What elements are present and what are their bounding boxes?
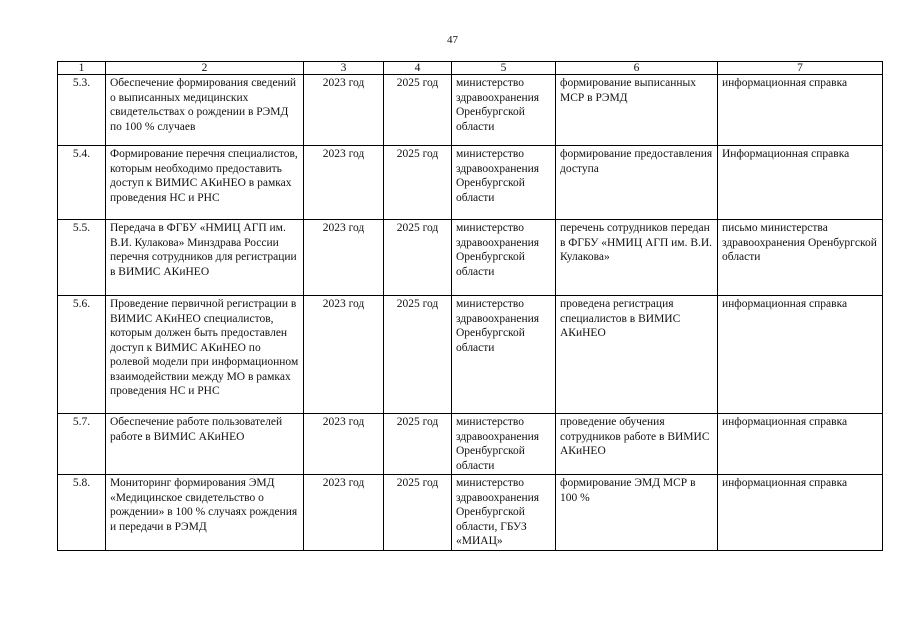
column-header: 1 xyxy=(58,62,106,75)
end-year: 2025 год xyxy=(384,414,452,475)
responsible-executor: министерство здравоохранения Оренбургской области, ГБУЗ «МИАЦ» xyxy=(452,475,556,551)
end-year: 2025 год xyxy=(384,475,452,551)
expected-result: проведена регистрация специалистов в ВИМИС АКиНЕО xyxy=(556,296,718,414)
activity-description: Передача в ФГБУ «НМИЦ АГП им. В.И. Кулакова» Минздрава России перечня сотрудников для регистрации в ВИМИС АКиНЕО xyxy=(106,220,304,296)
start-year: 2023 год xyxy=(304,475,384,551)
column-header: 2 xyxy=(106,62,304,75)
table-row xyxy=(58,296,883,414)
start-year: 2023 год xyxy=(304,220,384,296)
responsible-executor: министерство здравоохранения Оренбургской области xyxy=(452,146,556,220)
reporting-document: информационная справка xyxy=(718,475,883,551)
reporting-document: информационная справка xyxy=(718,75,883,146)
reporting-document: письмо министерства здравоохранения Оренбургской области xyxy=(718,220,883,296)
activity-description: Проведение первичной регистрации в ВИМИС АКиНЕО специалистов, которым должен быть предоставлен доступ к ВИМИС АКиНЕО по ролевой модели при информационном взаимодействии между МО в рамках проведения НС и РНС xyxy=(106,296,304,414)
end-year: 2025 год xyxy=(384,220,452,296)
reporting-document: Информационная справка xyxy=(718,146,883,220)
item-number: 5.6. xyxy=(58,296,106,414)
item-number: 5.5. xyxy=(58,220,106,296)
expected-result: проведение обучения сотрудников работе в ВИМИС АКиНЕО xyxy=(556,414,718,475)
reporting-document: информационная справка xyxy=(718,296,883,414)
activity-description: Формирование перечня специалистов, которым необходимо предоставить доступ к ВИМИС АКиНЕО в рамках проведения НС и РНС xyxy=(106,146,304,220)
column-header: 6 xyxy=(556,62,718,75)
responsible-executor: министерство здравоохранения Оренбургской области xyxy=(452,296,556,414)
responsible-executor: министерство здравоохранения Оренбургской области xyxy=(452,220,556,296)
table-row xyxy=(58,75,883,146)
activity-description: Обеспечение работе пользователей работе в ВИМИС АКиНЕО xyxy=(106,414,304,475)
start-year: 2023 год xyxy=(304,296,384,414)
table-row xyxy=(58,475,883,551)
plan-table xyxy=(57,61,883,551)
expected-result: перечень сотрудников передан в ФГБУ «НМИЦ АГП им. В.И. Кулакова» xyxy=(556,220,718,296)
expected-result: формирование предоставления доступа xyxy=(556,146,718,220)
item-number: 5.4. xyxy=(58,146,106,220)
responsible-executor: министерство здравоохранения Оренбургской области xyxy=(452,414,556,475)
expected-result: формирование ЭМД МСР в 100 % xyxy=(556,475,718,551)
end-year: 2025 год xyxy=(384,296,452,414)
page-number: 47 xyxy=(447,34,458,46)
responsible-executor: министерство здравоохранения Оренбургской области xyxy=(452,75,556,146)
start-year: 2023 год xyxy=(304,146,384,220)
end-year: 2025 год xyxy=(384,146,452,220)
item-number: 5.3. xyxy=(58,75,106,146)
column-number-row xyxy=(58,62,883,75)
table-row xyxy=(58,414,883,475)
activity-description: Мониторинг формирования ЭМД «Медицинское свидетельство о рождении» в 100 % случаях рождения и передачи в РЭМД xyxy=(106,475,304,551)
item-number: 5.7. xyxy=(58,414,106,475)
activity-description: Обеспечение формирования сведений о выписанных медицинских свидетельствах о рождении в РЭМД по 100 % случаев xyxy=(106,75,304,146)
column-header: 4 xyxy=(384,62,452,75)
end-year: 2025 год xyxy=(384,75,452,146)
table-row xyxy=(58,220,883,296)
column-header: 7 xyxy=(718,62,883,75)
item-number: 5.8. xyxy=(58,475,106,551)
column-header: 5 xyxy=(452,62,556,75)
start-year: 2023 год xyxy=(304,414,384,475)
expected-result: формирование выписанных МСР в РЭМД xyxy=(556,75,718,146)
start-year: 2023 год xyxy=(304,75,384,146)
column-header: 3 xyxy=(304,62,384,75)
table-row xyxy=(58,146,883,220)
reporting-document: информационная справка xyxy=(718,414,883,475)
